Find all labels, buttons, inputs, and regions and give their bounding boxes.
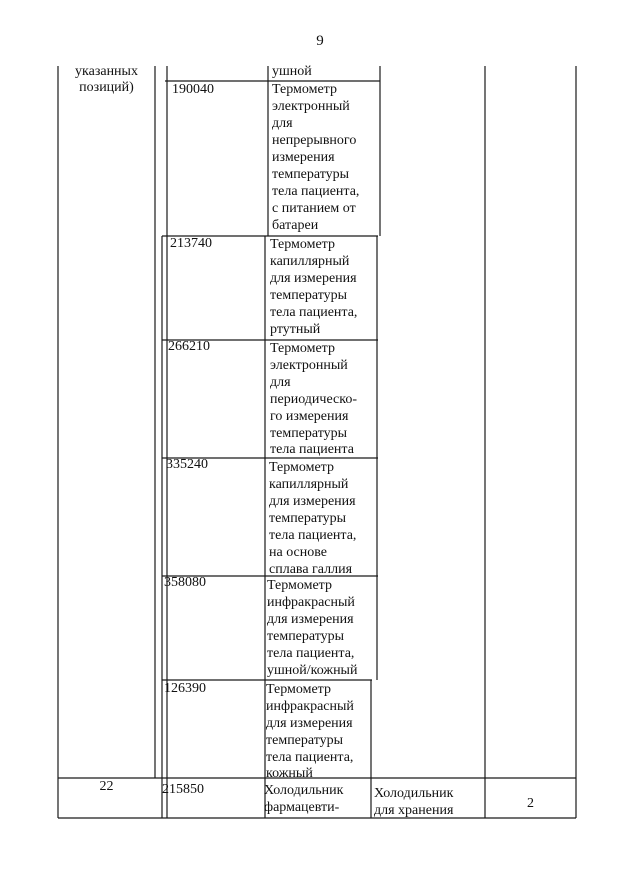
first-col-line-1: указанных <box>75 64 138 79</box>
row-name-line: периодическо- <box>270 392 357 407</box>
row-name-line: Термометр <box>267 578 332 593</box>
row-name-line: для измерения <box>267 612 354 627</box>
row-description-line: Холодильник <box>374 786 454 801</box>
row-name-line: для измерения <box>269 494 356 509</box>
row-name-line: тела пациента, <box>270 305 358 320</box>
row-name-line: капиллярный <box>270 254 350 269</box>
row-name-line: для измерения <box>266 716 353 731</box>
header-remainder: ушной <box>272 64 312 79</box>
row-code: 358080 <box>164 575 206 590</box>
row-name-line: сплава галлия <box>269 562 353 577</box>
first-col-line-2: позиций) <box>79 80 134 95</box>
row-name-line: Холодильник <box>264 783 344 798</box>
row-name-line: го измерения <box>270 409 349 424</box>
row-name-line: фармацевти- <box>264 800 340 815</box>
row-name-line: на основе <box>269 545 328 560</box>
row-name-line: Термометр <box>270 341 335 356</box>
row-name-line: электронный <box>272 99 350 114</box>
row-code: 335240 <box>166 457 208 472</box>
row-code: 266210 <box>168 339 210 354</box>
row-quantity: 2 <box>527 796 534 811</box>
row-code: 190040 <box>172 82 214 97</box>
row-name-line: температуры <box>270 426 348 441</box>
row-name-line: для <box>270 375 291 390</box>
row-name-line: тела пациента, <box>266 750 354 765</box>
row-name-line: Термометр <box>272 82 337 97</box>
row-name-line: температуры <box>269 511 347 526</box>
row-name-line: с питанием от <box>272 201 356 216</box>
row-name-line: кожный <box>266 766 313 781</box>
row-name-line: температуры <box>266 733 344 748</box>
row-name-line: температуры <box>270 288 348 303</box>
page-number: 9 <box>316 33 324 49</box>
row-name-line: электронный <box>270 358 348 373</box>
row-name-line: для измерения <box>270 271 357 286</box>
row-name-line: тела пациента, <box>267 646 355 661</box>
row-name-line: инфракрасный <box>266 699 354 714</box>
row-name-line: тела пациента, <box>272 184 360 199</box>
row-name-line: батареи <box>272 218 319 233</box>
row-name-line: ртутный <box>270 322 321 337</box>
row-code: 215850 <box>162 782 204 797</box>
row-name-line: ушной/кожный <box>267 663 358 678</box>
row-name-line: инфракрасный <box>267 595 355 610</box>
row-name-line: тела пациента <box>270 442 354 457</box>
row-name-line: тела пациента, <box>269 528 357 543</box>
row-code: 213740 <box>170 236 212 251</box>
row-name-line: измерения <box>272 150 335 165</box>
row-name-line: непрерывного <box>272 133 357 148</box>
row-name-line: капиллярный <box>269 477 349 492</box>
row-name-line: Термометр <box>266 682 331 697</box>
row-name-line: Термометр <box>270 237 335 252</box>
row-description-line: для хранения <box>374 803 454 818</box>
row-name-line: для <box>272 116 293 131</box>
row-number: 22 <box>99 779 114 794</box>
row-name-line: температуры <box>272 167 350 182</box>
row-name-line: температуры <box>267 629 345 644</box>
row-code: 126390 <box>164 681 206 696</box>
row-name-line: Термометр <box>269 460 334 475</box>
